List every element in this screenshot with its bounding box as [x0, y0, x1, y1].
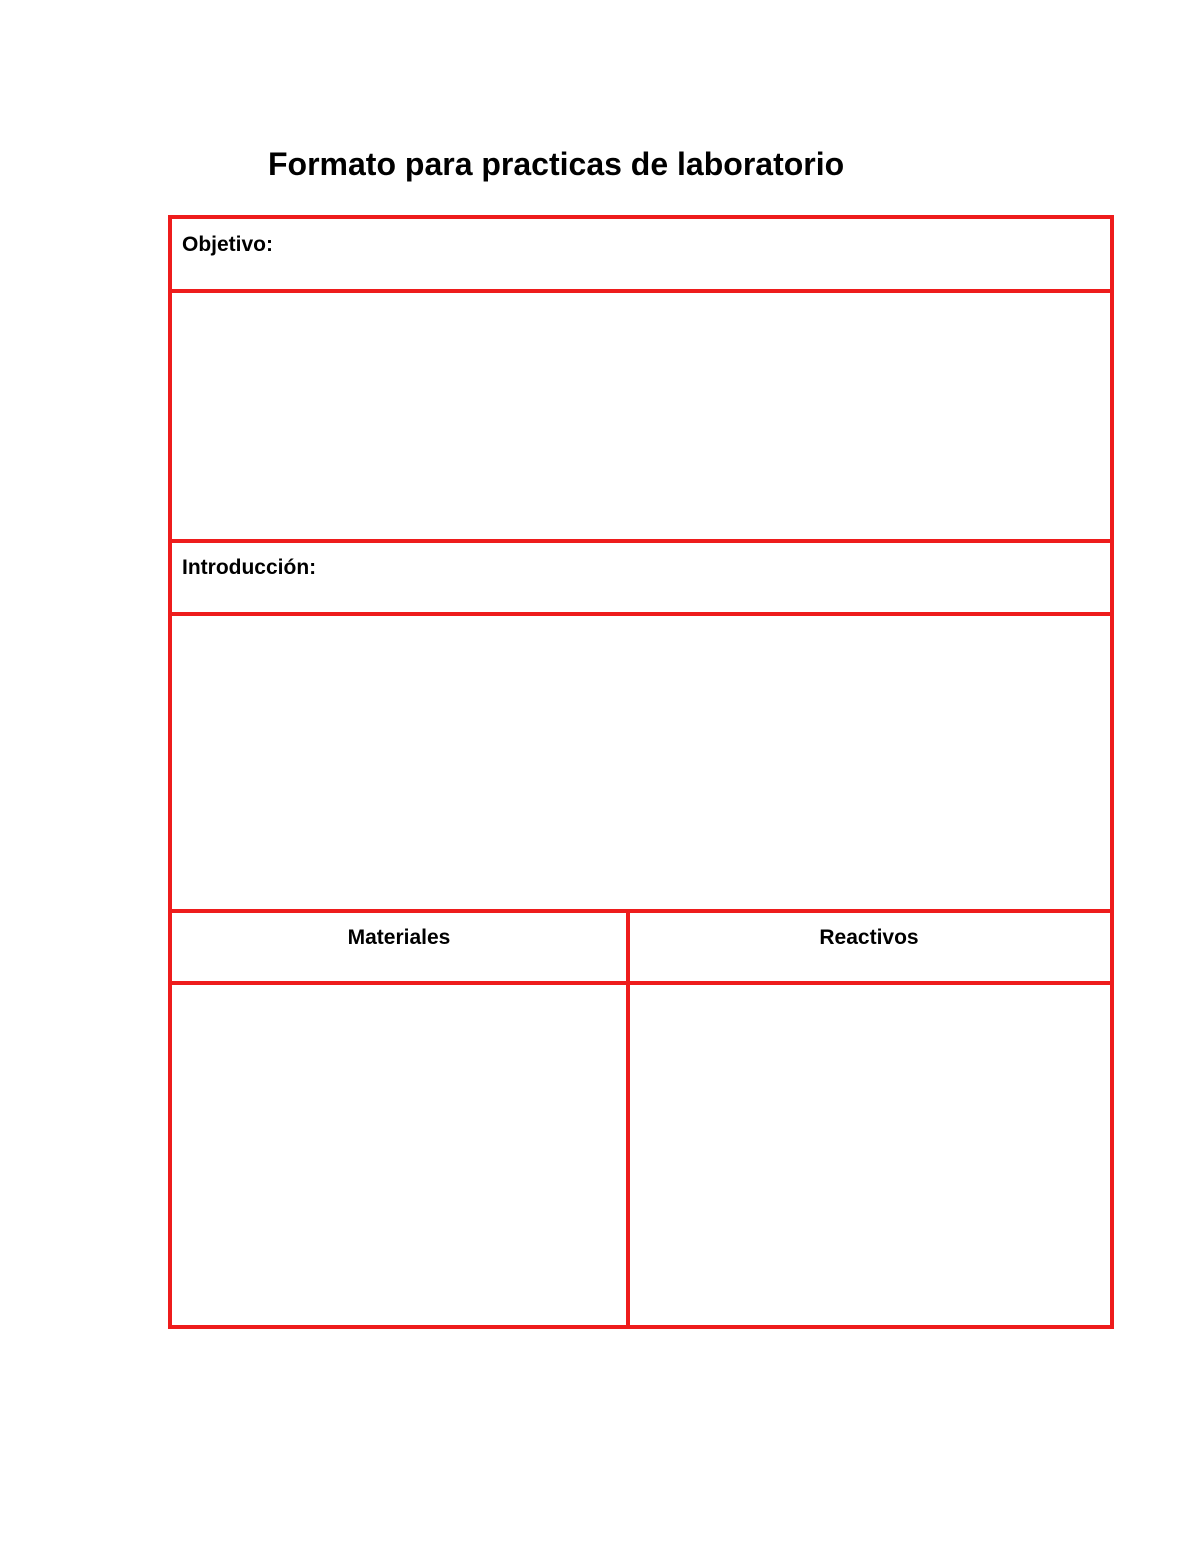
objective-header-cell	[168, 215, 1114, 293]
reagents-label: Reactivos	[819, 926, 919, 949]
introduction-label: Introducción:	[182, 556, 317, 579]
materials-label: Materiales	[347, 926, 451, 949]
page-title: Formato para practicas de laboratorio	[268, 146, 845, 182]
reagents-content-area[interactable]	[626, 981, 1114, 1329]
objective-content-area[interactable]	[168, 289, 1114, 543]
objective-label: Objetivo:	[182, 233, 274, 256]
materials-content-area[interactable]	[168, 981, 630, 1329]
introduction-content-area[interactable]	[168, 612, 1114, 913]
